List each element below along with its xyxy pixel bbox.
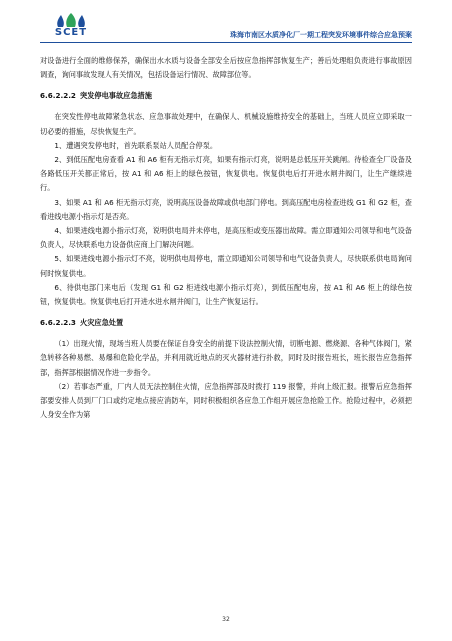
section-number: 6.6.2.2.3 [40, 318, 76, 328]
section-heading-power-outage [40, 89, 412, 103]
section-title: 火灾应急处置 [80, 318, 124, 328]
section-heading-fire [40, 316, 412, 330]
intro-paragraph: 对设备进行全面的维修保养，确保出水水质与设备全部安全后按应急指挥部恢复生产；善后处理组负责进行事故原因调查，询问事故发现人有关情况，包括设备运行情况、故障部位等。 [40, 56, 412, 80]
power-paragraph: 3、如果 A1 和 A6 柜无指示灯亮，说明高压设备故障或供电部门停电。到高压配电房检查进线 G1 和 G2 柜，查看进线电源小指示灯是否亮。 [40, 197, 412, 221]
page-header [0, 0, 452, 44]
document-body [40, 54, 412, 422]
power-paragraph: 1、遭遇突发停电时，首先联系泵站人员配合停泵。 [54, 140, 218, 150]
fire-paragraph: （1）出现火情，现场当班人员要在保证自身安全的前提下设法控制火情，切断电源、燃烧源、各种气体阀门，紧急转移各种易燃、易爆和危险化学品，并利用就近地点的灭火器材进行扑救，同时及时报告班长，班长报告应急指挥部，指挥部根据情况作进一步指令。 [40, 339, 412, 377]
power-paragraph: 6、待供电部门来电后（发现 G1 和 G2 柜进线电源小指示灯亮），到低压配电房，按 A1 和 A6 柜上的绿色按钮，恢复供电。恢复供电后打开进水进水闸井阀门，让生产恢复运行。 [40, 282, 412, 307]
logo-text: SCET [54, 27, 88, 38]
fire-paragraph: （2）若事态严重，厂内人员无法控制住火情，应急指挥部及时拨打 119 报警，并向上级汇报。报警后应急指挥部要安排人员到厂门口或约定地点接应消防车，同时积极组织各应急工作组开展应急抢险工作。抢险过程中，必须把人身安全作为第 [40, 381, 412, 420]
scet-logo [40, 12, 102, 40]
power-paragraph: 在突发性停电故障紧急状态、应急事故处理中，在确保人、机械设施维持安全的基础上，当班人员应立即采取一切必要的措施，尽快恢复生产。 [40, 112, 412, 136]
power-paragraph: 2、到低压配电房查看 A1 和 A6 柜有无指示灯亮，如果有指示灯亮，说明是总低压开关跳闸。待检查全厂设备及各路低压开关都正常后，按 A1 和 A6 柜上的绿色按钮，恢复供电。恢复供电后打开进水闸井阀门，让生产继续进行。 [40, 155, 412, 193]
section-title: 突发停电事故应急措施 [80, 91, 152, 101]
header-divider [40, 42, 412, 43]
power-paragraph: 5、如果进线电源小指示灯不亮，说明供电局停电，需立即通知公司领导和电气设备负责人，尽快联系供电局询问何时恢复供电。 [40, 254, 412, 278]
scet-drop-logo-icon [54, 12, 88, 28]
page-number: 32 [222, 616, 230, 623]
section-number: 6.6.2.2.2 [40, 91, 76, 101]
header-title: 珠海市南区水质净化厂一期工程突发环境事件综合应急预案 [230, 31, 412, 39]
power-paragraph: 4、如果进线电源小指示灯亮，说明供电局并未停电，是高压柜或变压器出故障。需立即通知公司领导和电气设备负责人，尽快联系电力设备供应商上门解决问题。 [40, 226, 412, 250]
